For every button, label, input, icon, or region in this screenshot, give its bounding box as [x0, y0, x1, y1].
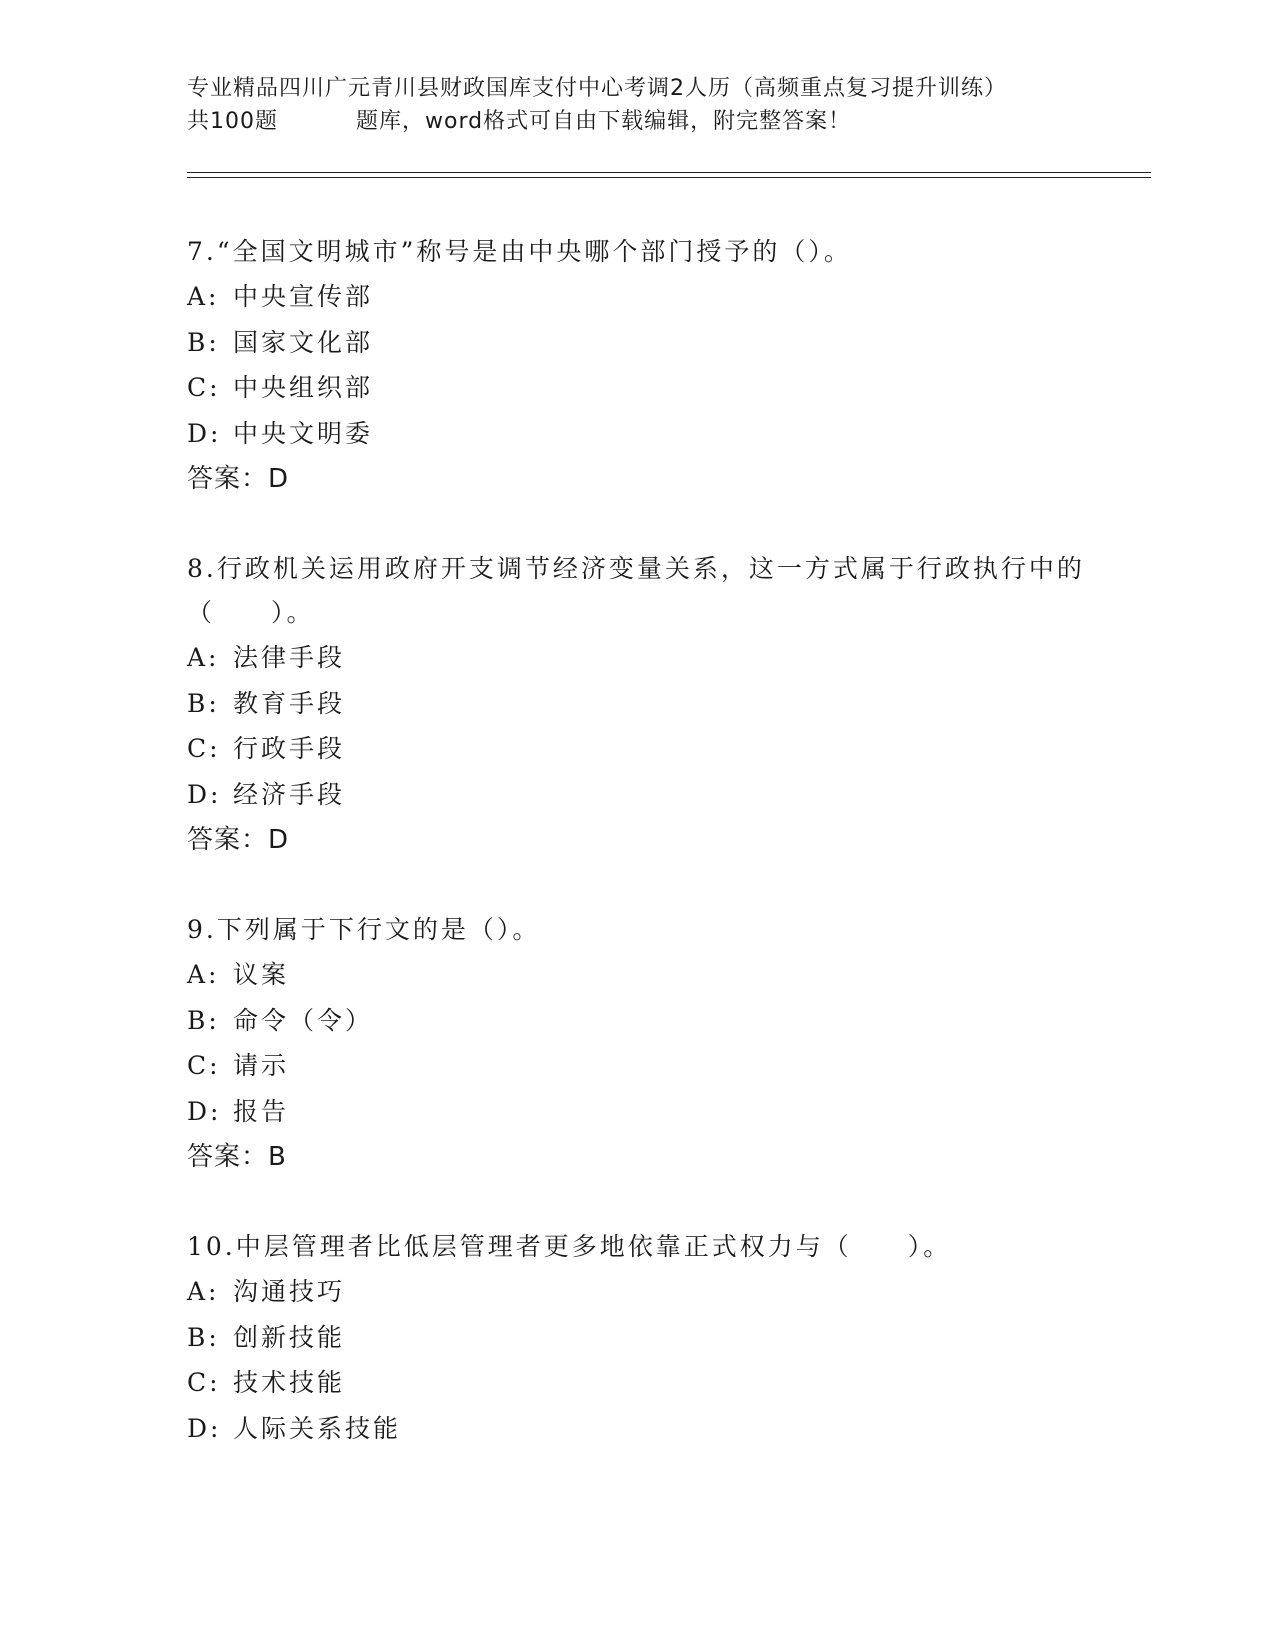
question-10 — [187, 1225, 1087, 1451]
option-text: 技术技能 — [233, 1368, 346, 1397]
option-d — [187, 1406, 1087, 1452]
question-text: 9.下列属于下行文的是（）。 — [187, 915, 541, 944]
option-text: 人际关系技能 — [233, 1413, 402, 1443]
option-c — [187, 1360, 1087, 1406]
answer-value: D — [268, 825, 290, 855]
option-a — [187, 1269, 1087, 1315]
option-a — [187, 635, 1087, 681]
option-letter: C: — [187, 734, 221, 763]
option-text: 国家文化部 — [233, 327, 374, 357]
option-c — [187, 365, 1087, 411]
option-b — [187, 681, 1087, 727]
answer-line — [187, 817, 1087, 863]
option-text: 议案 — [233, 960, 290, 989]
option-letter: B: — [187, 327, 220, 357]
header-divider-top — [187, 172, 1151, 173]
option-letter: C: — [187, 1051, 221, 1080]
option-letter: A: — [187, 960, 220, 989]
answer-label: 答案： — [187, 464, 269, 494]
option-b — [187, 320, 1087, 366]
option-letter: D: — [187, 1413, 222, 1443]
option-text: 创新技能 — [233, 1322, 346, 1352]
option-letter: D: — [187, 418, 222, 448]
option-c — [187, 726, 1087, 772]
header-count: 共100题 — [187, 109, 278, 134]
answer-line — [187, 456, 1087, 502]
answer-label: 答案： — [187, 825, 269, 855]
option-a — [187, 952, 1087, 998]
question-list — [187, 230, 1087, 1496]
option-d — [187, 1089, 1087, 1135]
option-letter: A: — [187, 1277, 220, 1306]
question-8 — [187, 547, 1087, 863]
option-letter: A: — [187, 643, 220, 672]
option-letter: D: — [187, 1096, 222, 1126]
header-title-line1: 专业精品四川广元青川县财政国库支付中心考调2人历（高频重点复习提升训练） — [187, 76, 1007, 101]
option-text: 法律手段 — [233, 643, 346, 672]
option-letter: C: — [187, 1368, 221, 1397]
answer-value: B — [268, 1142, 287, 1172]
option-letter: B: — [187, 1322, 220, 1352]
option-d — [187, 772, 1087, 818]
question-7 — [187, 230, 1087, 502]
option-text: 中央组织部 — [233, 373, 374, 402]
option-text: 教育手段 — [233, 688, 346, 718]
option-letter: A: — [187, 282, 220, 311]
option-letter: B: — [187, 688, 220, 718]
option-b — [187, 1315, 1087, 1361]
document-header — [187, 72, 1087, 138]
option-letter: C: — [187, 373, 221, 402]
option-letter: D: — [187, 779, 222, 809]
answer-label: 答案： — [187, 1142, 269, 1172]
option-letter: B: — [187, 1005, 220, 1035]
option-text: 命令（令） — [233, 1005, 374, 1035]
option-text: 经济手段 — [233, 779, 346, 809]
question-text: 7.“全国文明城市”称号是由中央哪个部门授予的（）。 — [187, 237, 852, 266]
option-text: 报告 — [233, 1096, 290, 1126]
question-text: 10.中层管理者比低层管理者更多地依靠正式权力与（ ）。 — [187, 1232, 952, 1261]
answer-line — [187, 1134, 1087, 1180]
question-9 — [187, 908, 1087, 1180]
option-c — [187, 1043, 1087, 1089]
option-text: 行政手段 — [233, 734, 346, 763]
option-text: 中央文明委 — [233, 418, 374, 448]
option-text: 中央宣传部 — [233, 282, 374, 311]
header-divider-bottom — [187, 177, 1151, 178]
option-b — [187, 998, 1087, 1044]
question-text: 8.行政机关运用政府开支调节经济变量关系，这一方式属于行政执行中的（ ）。 — [187, 554, 1085, 627]
header-description: 题库，word格式可自由下载编辑，附完整答案！ — [356, 109, 852, 134]
option-text: 请示 — [233, 1051, 290, 1080]
option-d — [187, 411, 1087, 457]
answer-value: D — [268, 464, 290, 494]
header-title-line2 — [187, 105, 1087, 138]
option-a — [187, 274, 1087, 320]
option-text: 沟通技巧 — [233, 1277, 346, 1306]
